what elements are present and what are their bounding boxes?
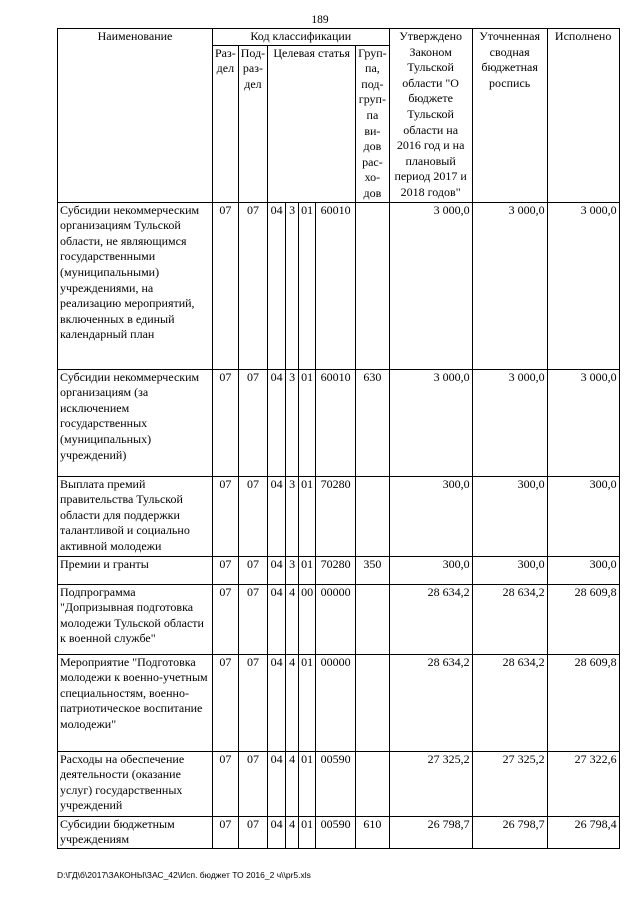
row-target-event: 01 [299,202,316,369]
row-expense-group [356,654,389,751]
row-name: Субсидии некоммерческим организациям (за исключением государственных (муниципальных) учреждений) [58,369,213,476]
row-target-subprogram: 4 [286,816,299,848]
row-name: Субсидии некоммерческим организациям Тульской области, не являющимся государственными (муниципальными) учреждениями, на реализацию мероприятий, включенных в единый календарный план [58,202,213,369]
header-refined: Уточненная сводная бюджетная роспись [472,29,547,203]
row-executed: 28 609,8 [547,584,619,654]
row-subsection: 07 [238,816,267,848]
row-subsection: 07 [238,654,267,751]
row-approved: 28 634,2 [389,584,472,654]
row-target-direction: 00000 [316,654,356,751]
row-target-subprogram: 4 [286,654,299,751]
row-target-event: 01 [299,654,316,751]
row-target-subprogram: 4 [286,751,299,816]
row-expense-group: 350 [356,556,389,584]
row-target-program: 04 [268,654,286,751]
row-target-direction: 70280 [316,556,356,584]
header-subsection: Под-раз-дел [238,45,267,202]
row-subsection: 07 [238,369,267,476]
row-executed: 27 322,6 [547,751,619,816]
row-name: Расходы на обеспечение деятельности (оказание услуг) государственных учреждений [58,751,213,816]
row-target-program: 04 [268,202,286,369]
header-approved: Утверждено Законом Тульской области "О бюджете Тульской области на 2016 год и на плановый период 2017 и 2018 годов" [389,29,472,203]
row-name: Премии и гранты [58,556,213,584]
row-section: 07 [213,202,239,369]
row-target-direction: 60010 [316,369,356,476]
row-target-event: 01 [299,751,316,816]
row-approved: 26 798,7 [389,816,472,848]
row-refined: 26 798,7 [472,816,547,848]
row-target-event: 01 [299,556,316,584]
row-target-program: 04 [268,751,286,816]
row-name: Мероприятие "Подготовка молодежи к военно-учетным специальностям, военно-патриотическое воспитание молодежи" [58,654,213,751]
row-approved: 28 634,2 [389,654,472,751]
row-name: Выплата премий правительства Тульской области для поддержки талантливой и социально активной молодежи [58,476,213,556]
row-target-direction: 70280 [316,476,356,556]
row-section: 07 [213,751,239,816]
row-target-program: 04 [268,584,286,654]
row-name: Подпрограмма "Допризывная подготовка молодежи Тульской области к военной службе" [58,584,213,654]
row-target-subprogram: 4 [286,584,299,654]
header-executed: Исполнено [547,29,619,203]
row-target-subprogram: 3 [286,476,299,556]
row-refined: 3 000,0 [472,369,547,476]
row-target-direction: 60010 [316,202,356,369]
row-subsection: 07 [238,584,267,654]
row-approved: 300,0 [389,476,472,556]
table-row [58,369,620,476]
row-subsection: 07 [238,202,267,369]
row-target-program: 04 [268,476,286,556]
row-name: Субсидии бюджетным учреждениям [58,816,213,848]
row-target-event: 01 [299,816,316,848]
row-section: 07 [213,816,239,848]
row-approved: 300,0 [389,556,472,584]
row-refined: 300,0 [472,556,547,584]
row-executed: 3 000,0 [547,369,619,476]
row-refined: 28 634,2 [472,654,547,751]
row-refined: 300,0 [472,476,547,556]
row-approved: 27 325,2 [389,751,472,816]
row-section: 07 [213,584,239,654]
row-target-event: 00 [299,584,316,654]
row-executed: 300,0 [547,556,619,584]
table-row [58,584,620,654]
row-expense-group: 610 [356,816,389,848]
row-target-subprogram: 3 [286,556,299,584]
row-section: 07 [213,476,239,556]
row-expense-group: 630 [356,369,389,476]
header-section: Раз-дел [213,45,239,202]
row-section: 07 [213,556,239,584]
row-approved: 3 000,0 [389,202,472,369]
row-target-direction: 00590 [316,816,356,848]
row-target-program: 04 [268,369,286,476]
row-section: 07 [213,654,239,751]
table-row [58,654,620,751]
row-target-program: 04 [268,556,286,584]
table-row [58,751,620,816]
row-target-program: 04 [268,816,286,848]
row-executed: 3 000,0 [547,202,619,369]
row-target-subprogram: 3 [286,202,299,369]
row-target-subprogram: 3 [286,369,299,476]
row-refined: 3 000,0 [472,202,547,369]
header-name: Наименование [58,29,213,203]
row-subsection: 07 [238,751,267,816]
row-refined: 27 325,2 [472,751,547,816]
header-classification: Код классификации [213,29,390,46]
row-expense-group [356,476,389,556]
row-target-event: 01 [299,476,316,556]
header-target: Целевая статья [268,45,356,202]
row-executed: 300,0 [547,476,619,556]
row-target-direction: 00000 [316,584,356,654]
header-group: Груп-па, под-груп-па ви-дов рас-хо-дов [356,45,389,202]
table-row [58,816,620,848]
table-row [58,556,620,584]
file-path-footer: D:\ГД\б\2017\ЗАКОНЫ\ЗАС_42\Исп. бюджет ТО 2016_2 ч\\pr5.xls [57,870,311,880]
row-expense-group [356,202,389,369]
budget-table [57,28,620,849]
row-executed: 28 609,8 [547,654,619,751]
row-target-event: 01 [299,369,316,476]
row-subsection: 07 [238,476,267,556]
row-section: 07 [213,369,239,476]
row-target-direction: 00590 [316,751,356,816]
row-executed: 26 798,4 [547,816,619,848]
row-refined: 28 634,2 [472,584,547,654]
page-number: 189 [311,14,329,26]
table-row [58,202,620,369]
row-expense-group [356,751,389,816]
table-row [58,476,620,556]
row-expense-group [356,584,389,654]
row-approved: 3 000,0 [389,369,472,476]
row-subsection: 07 [238,556,267,584]
